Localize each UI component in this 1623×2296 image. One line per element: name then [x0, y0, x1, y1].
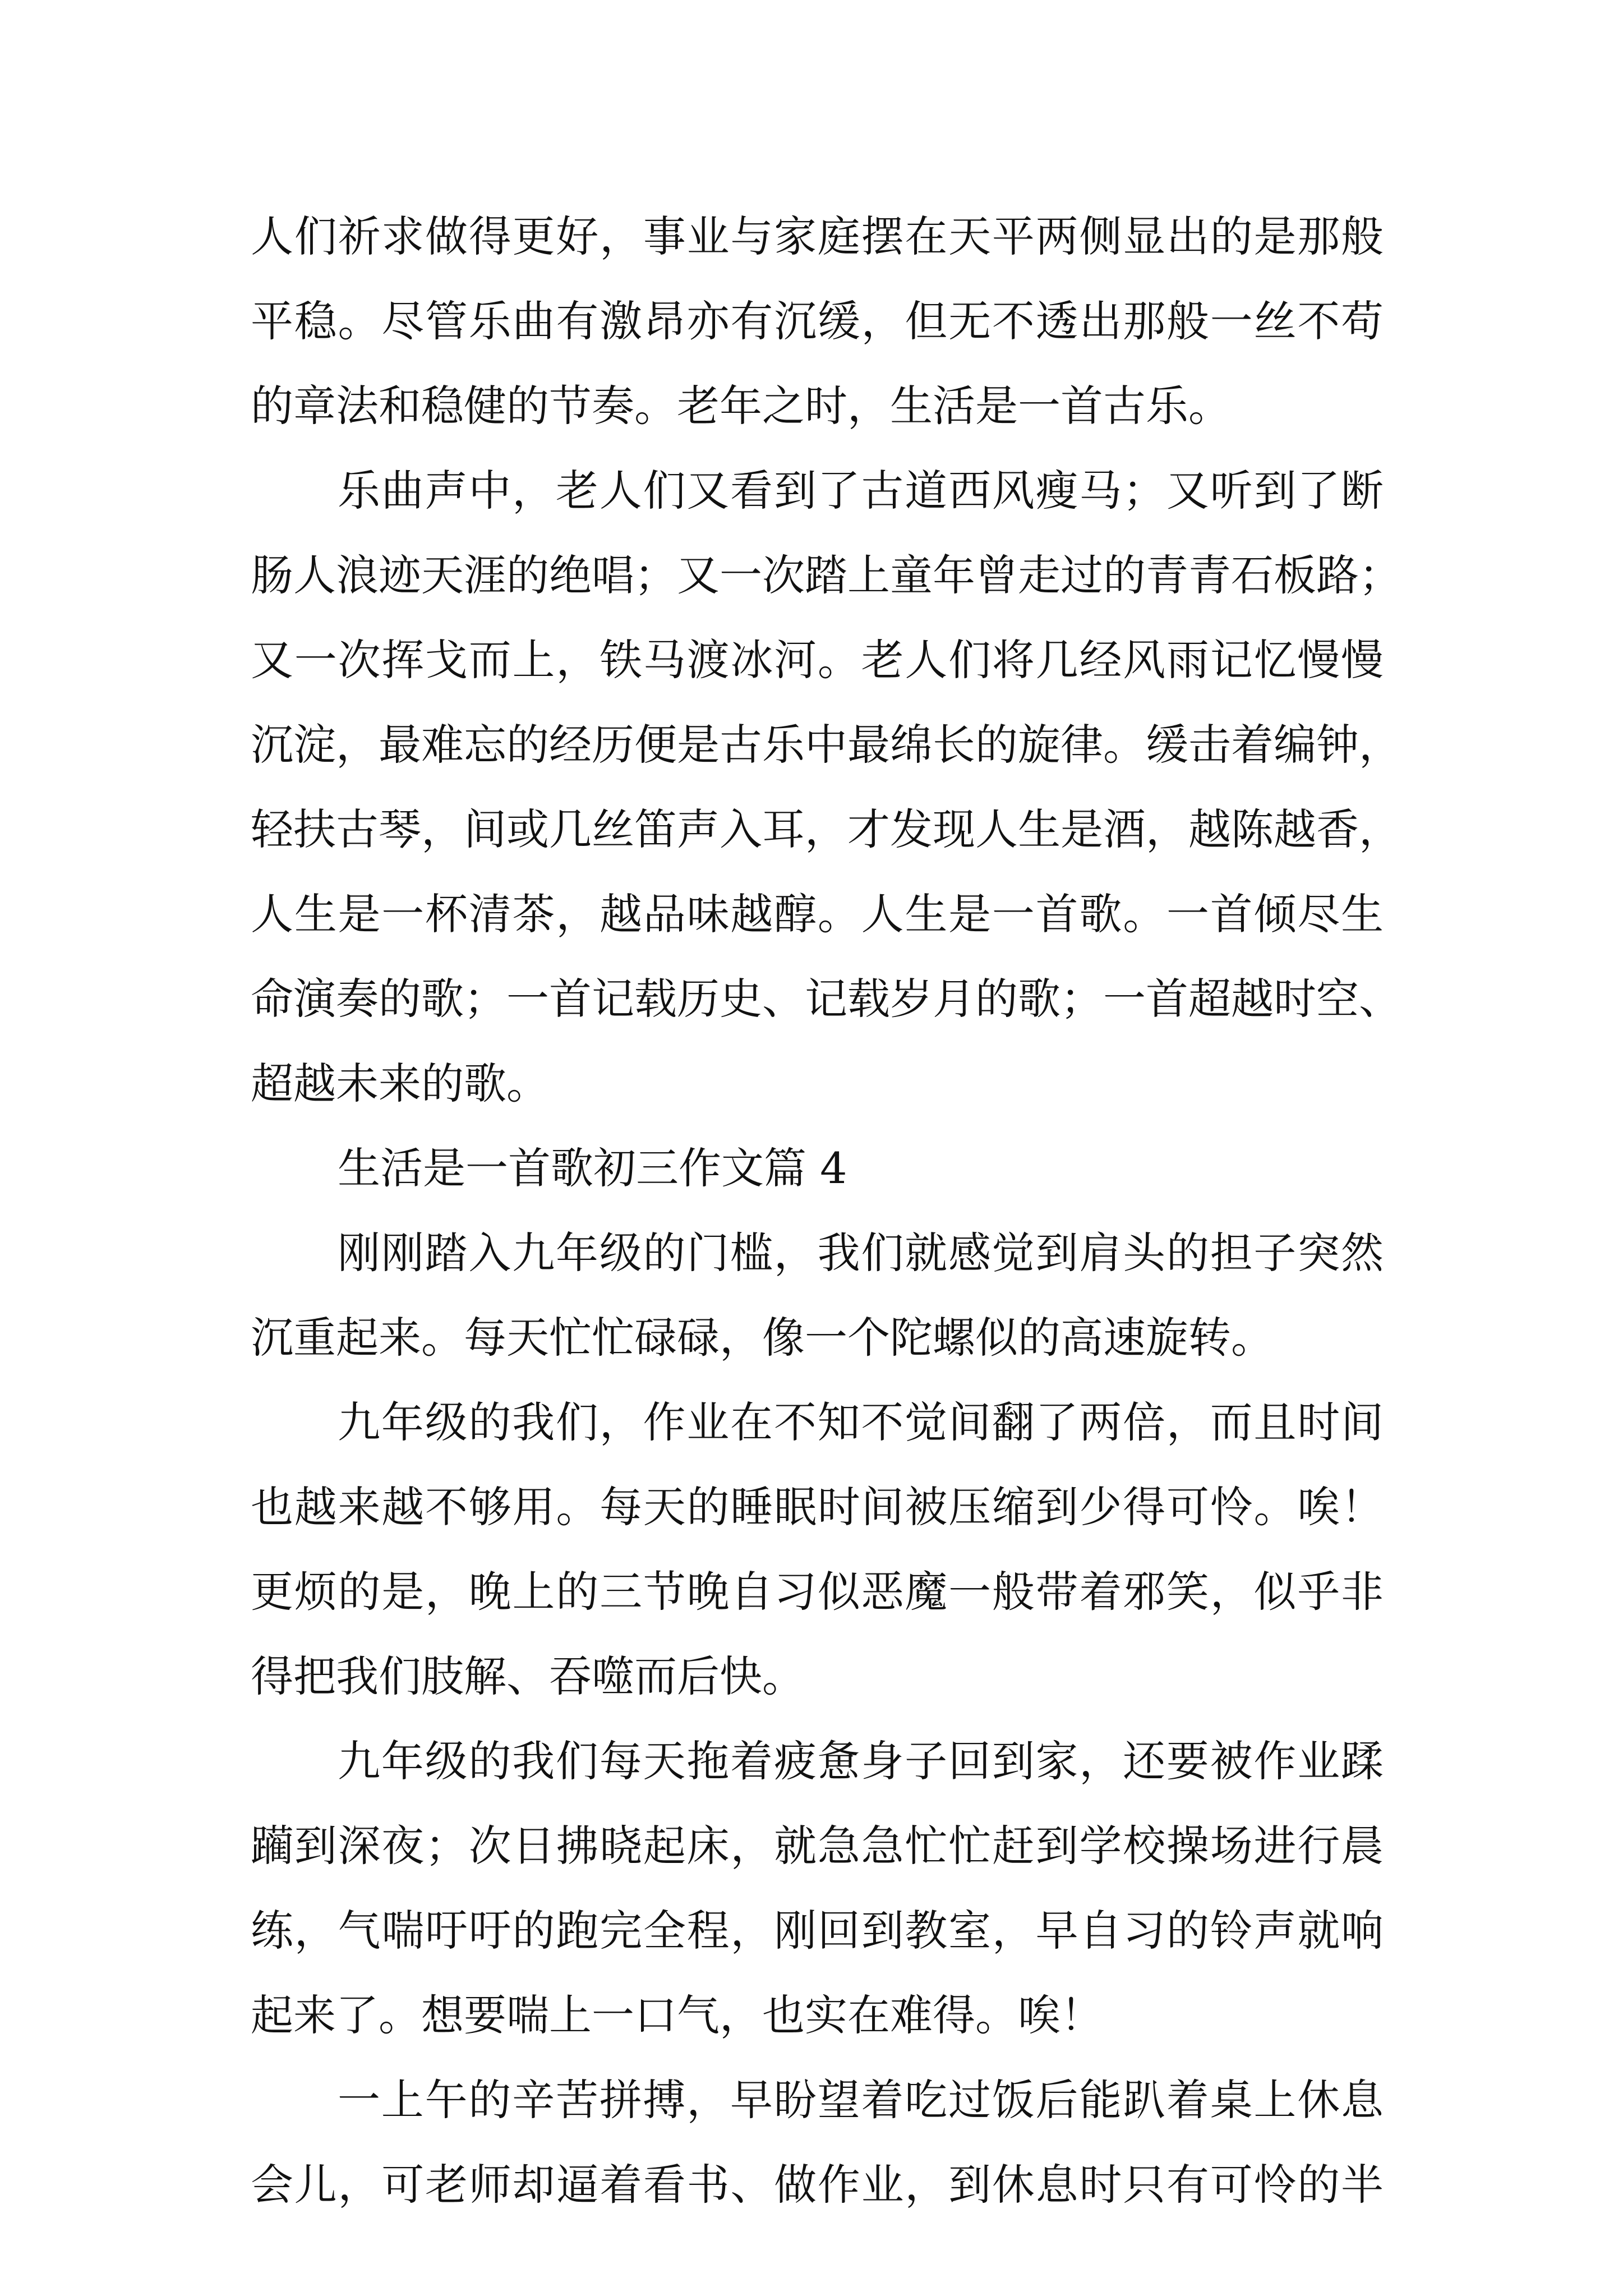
text-line: 得把我们肢解、吞噬而后快。	[251, 1651, 805, 1701]
text-line: 躏到深夜；次日拂晓起床，就急急忙忙赶到学校操场进行晨	[251, 1821, 1384, 1871]
paragraph-first-line: 九年级的我们，作业在不知不觉间翻了两倍，而且时间	[338, 1397, 1384, 1447]
text-line: 超越未来的歌。	[251, 1059, 549, 1108]
text-line: 人们祈求做得更好，事业与家庭摆在天平两侧显出的是那般	[251, 211, 1384, 261]
paragraph-first-line: 乐曲声中，老人们又看到了古道西风瘦马；又听到了断	[338, 466, 1384, 516]
section-heading: 生活是一首歌初三作文篇 4	[338, 1143, 847, 1193]
text-line: 人生是一杯清茶，越品味越醇。人生是一首歌。一首倾尽生	[251, 889, 1384, 939]
text-line: 练，气喘吁吁的跑完全程，刚回到教室，早自习的铃声就响	[251, 1906, 1384, 1955]
text-line: 的章法和稳健的节奏。老年之时，生活是一首古乐。	[251, 381, 1231, 431]
text-line: 平稳。尽管乐曲有激昂亦有沉缓，但无不透出那般一丝不苟	[251, 296, 1384, 346]
paragraph-first-line: 刚刚踏入九年级的门槛，我们就感觉到肩头的担子突然	[338, 1228, 1384, 1278]
text-line: 轻扶古琴，间或几丝笛声入耳，才发现人生是酒，越陈越香，	[251, 804, 1401, 854]
text-line: 肠人浪迹天涯的绝唱；又一次踏上童年曾走过的青青石板路；	[251, 550, 1401, 600]
text-line: 起来了。想要喘上一口气，也实在难得。唉！	[251, 1990, 1103, 2040]
text-line: 更烦的是，晚上的三节晚自习似恶魔一般带着邪笑，似乎非	[251, 1567, 1384, 1617]
text-line: 也越来越不够用。每天的睡眠时间被压缩到少得可怜。唉！	[251, 1482, 1384, 1532]
text-line: 会儿，可老师却逼着看书、做作业，到休息时只有可怜的半	[251, 2160, 1384, 2210]
paragraph-first-line: 九年级的我们每天拖着疲惫身子回到家，还要被作业蹂	[338, 1736, 1384, 1786]
text-line: 又一次挥戈而上，铁马渡冰河。老人们将几经风雨记忆慢慢	[251, 635, 1384, 685]
text-line: 沉重起来。每天忙忙碌碌，像一个陀螺似的高速旋转。	[251, 1313, 1274, 1363]
text-line: 命演奏的歌；一首记载历史、记载岁月的歌；一首超越时空、	[251, 974, 1401, 1024]
text-line: 沉淀，最难忘的经历便是古乐中最绵长的旋律。缓击着编钟，	[251, 720, 1401, 770]
paragraph-first-line: 一上午的辛苦拼搏，早盼望着吃过饭后能趴着桌上休息	[338, 2075, 1384, 2125]
